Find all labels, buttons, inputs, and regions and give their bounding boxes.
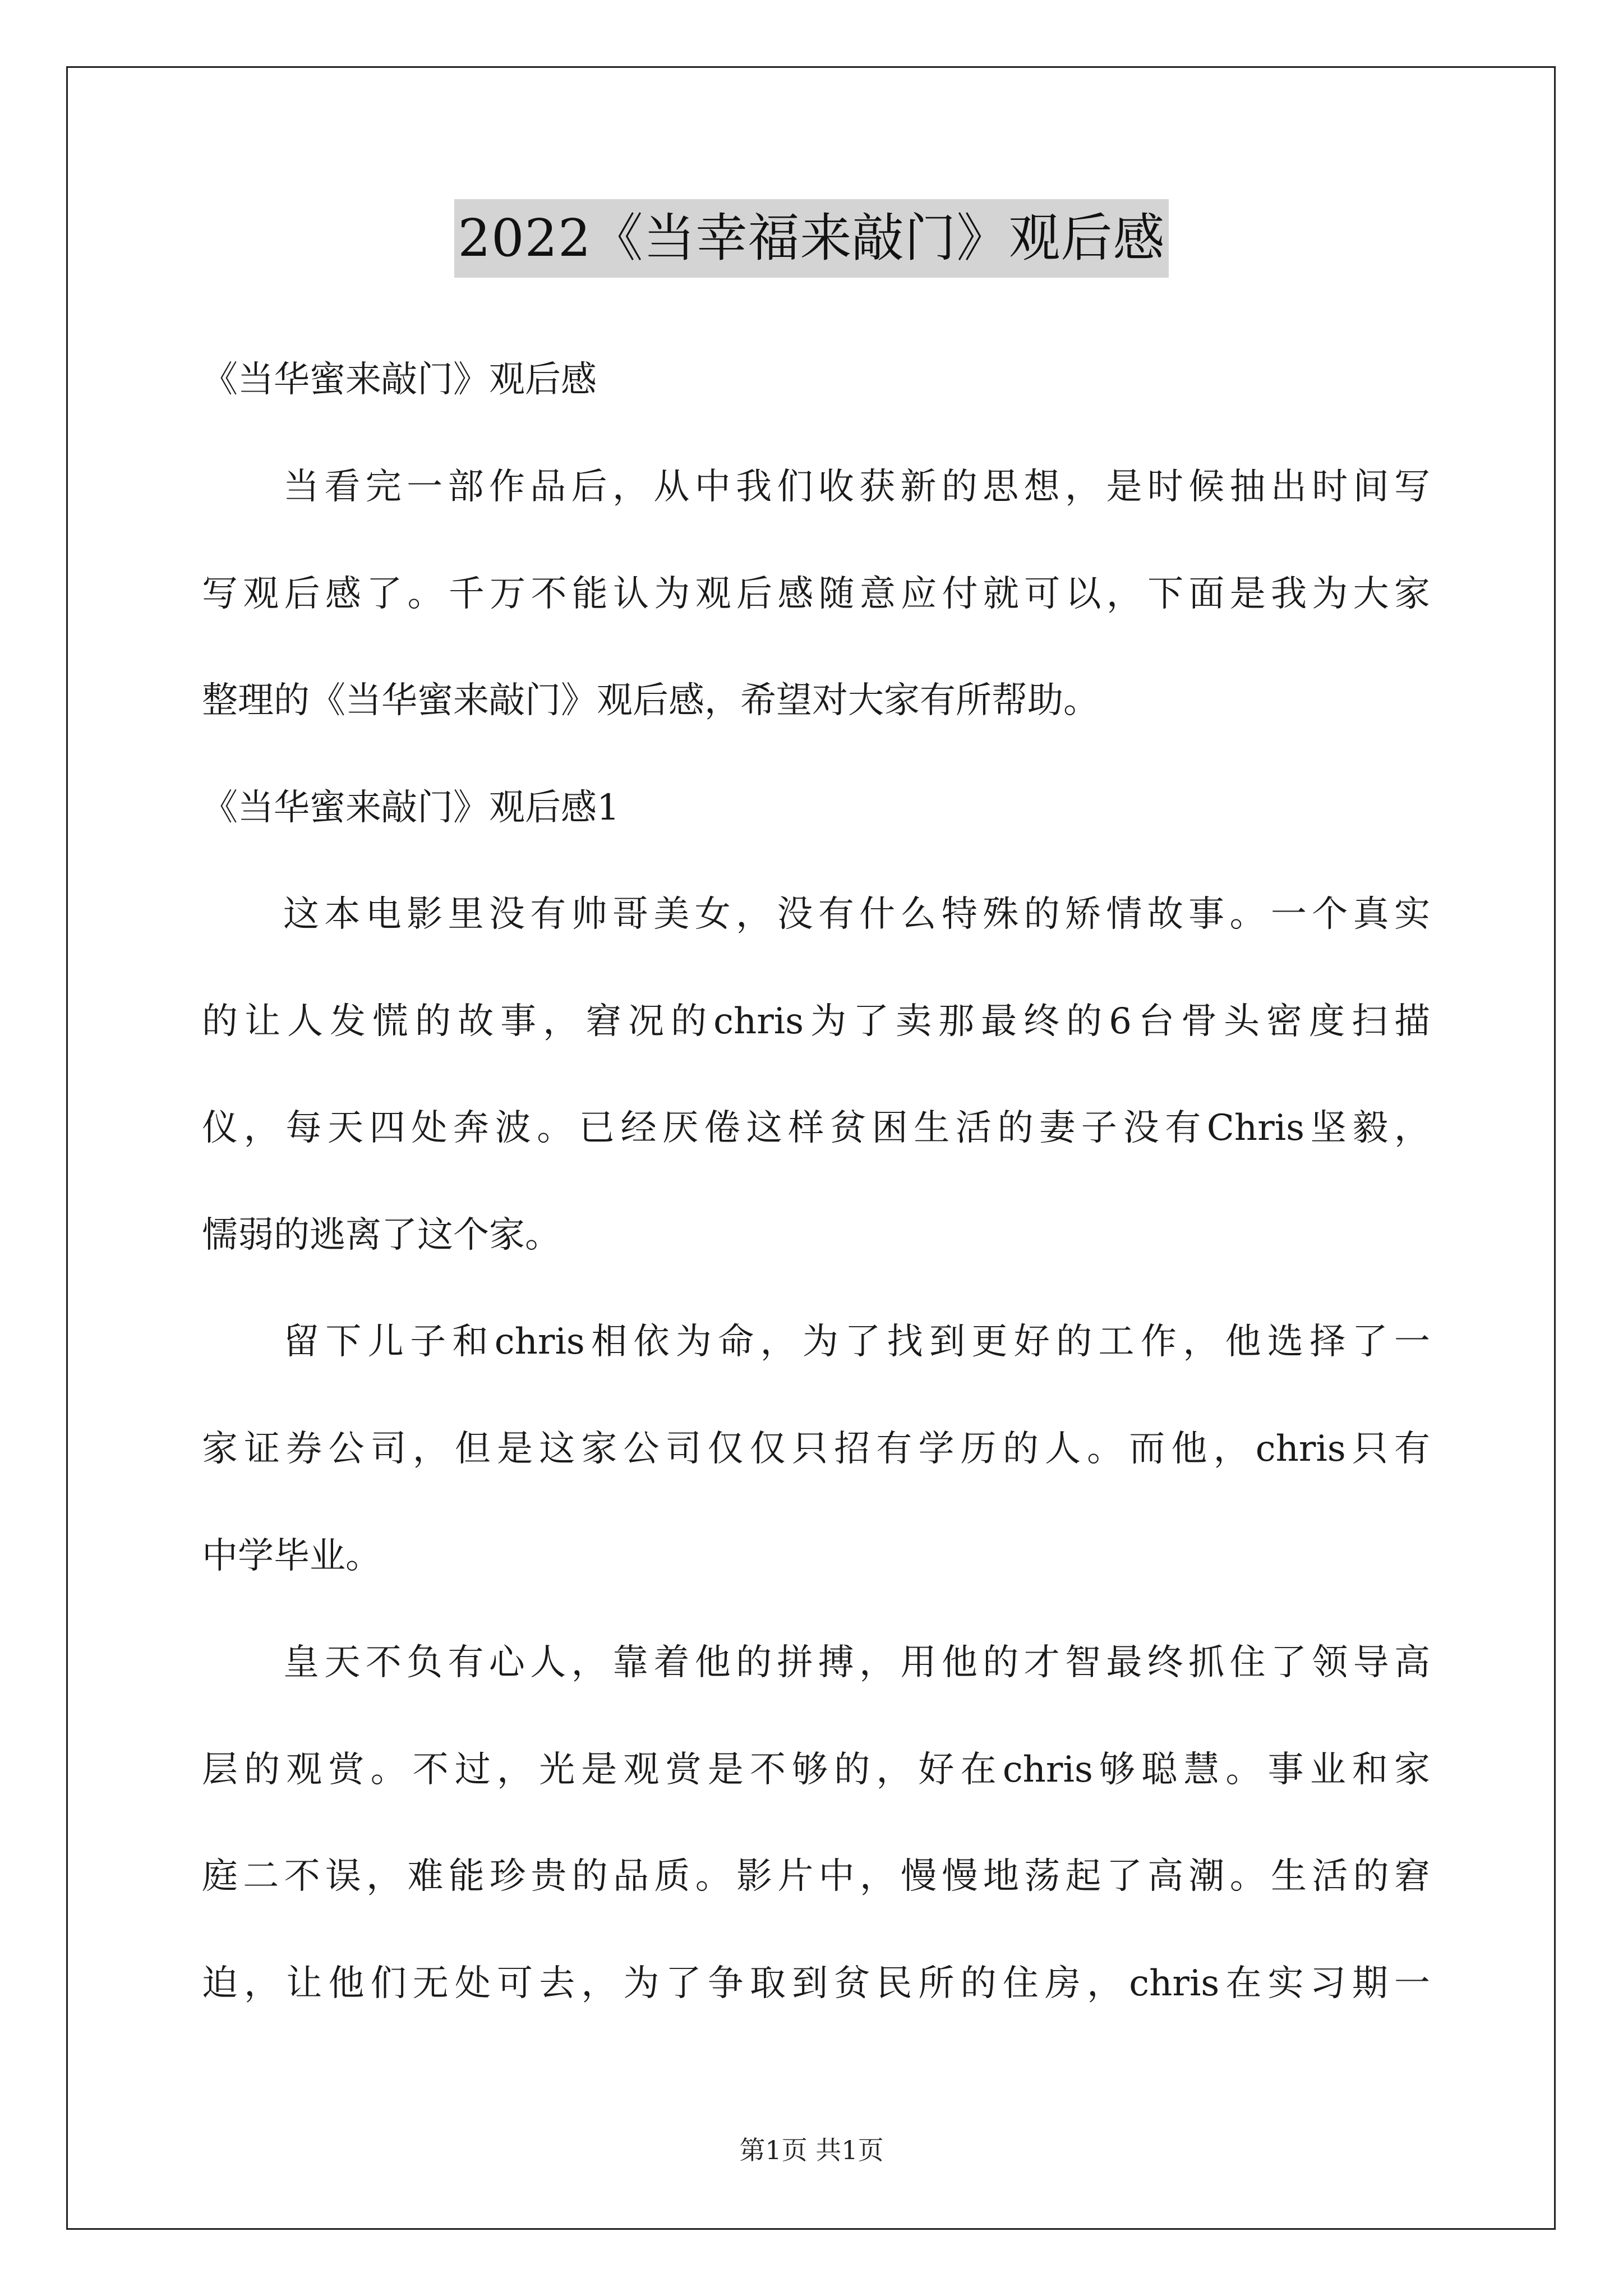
section-heading: 《当华蜜来敲门》观后感1 <box>202 787 620 829</box>
paragraph-line: 这本电影里没有帅哥美女，没有什么特殊的矫情故事。一个真实 <box>283 894 1430 935</box>
paragraph-line: 写观后感了。千万不能认为观后感随意应付就可以，下面是我为大家 <box>202 573 1430 615</box>
paragraph-line: 的让人发慌的故事，窘况的chris为了卖那最终的6台骨头密度扫描 <box>202 1001 1430 1042</box>
paragraph-line: 层的观赏。不过，光是观赏是不够的，好在chris够聪慧。事业和家 <box>202 1749 1430 1791</box>
paragraph-line: 迫，让他们无处可去，为了争取到贫民所的住房，chris在实习期一 <box>202 1963 1430 2004</box>
paragraph-line: 当看完一部作品后，从中我们收获新的思想，是时候抽出时间写 <box>283 466 1430 508</box>
paragraph-line: 整理的《当华蜜来敲门》观后感，希望对大家有所帮助。 <box>202 680 1099 721</box>
document-title: 2022《当幸福来敲门》观后感 <box>454 199 1168 278</box>
section-heading: 《当华蜜来敲门》观后感 <box>202 359 597 401</box>
paragraph-line: 中学毕业。 <box>202 1535 381 1577</box>
paragraph-line: 懦弱的逃离了这个家。 <box>202 1214 561 1256</box>
page-footer: 第1页 共1页 <box>739 2135 884 2165</box>
paragraph-line: 仪，每天四处奔波。已经厌倦这样贫困生活的妻子没有Chris坚毅， <box>202 1107 1430 1149</box>
title-container <box>0 199 1623 278</box>
paragraph-line: 皇天不负有心人，靠着他的拼搏，用他的才智最终抓住了领导高 <box>283 1642 1430 1683</box>
paragraph-line: 留下儿子和chris相依为命，为了找到更好的工作，他选择了一 <box>283 1321 1430 1363</box>
paragraph-line: 家证券公司，但是这家公司仅仅只招有学历的人。而他，chris只有 <box>202 1428 1430 1470</box>
paragraph-line: 庭二不误，难能珍贵的品质。影片中，慢慢地荡起了高潮。生活的窘 <box>202 1856 1430 1897</box>
